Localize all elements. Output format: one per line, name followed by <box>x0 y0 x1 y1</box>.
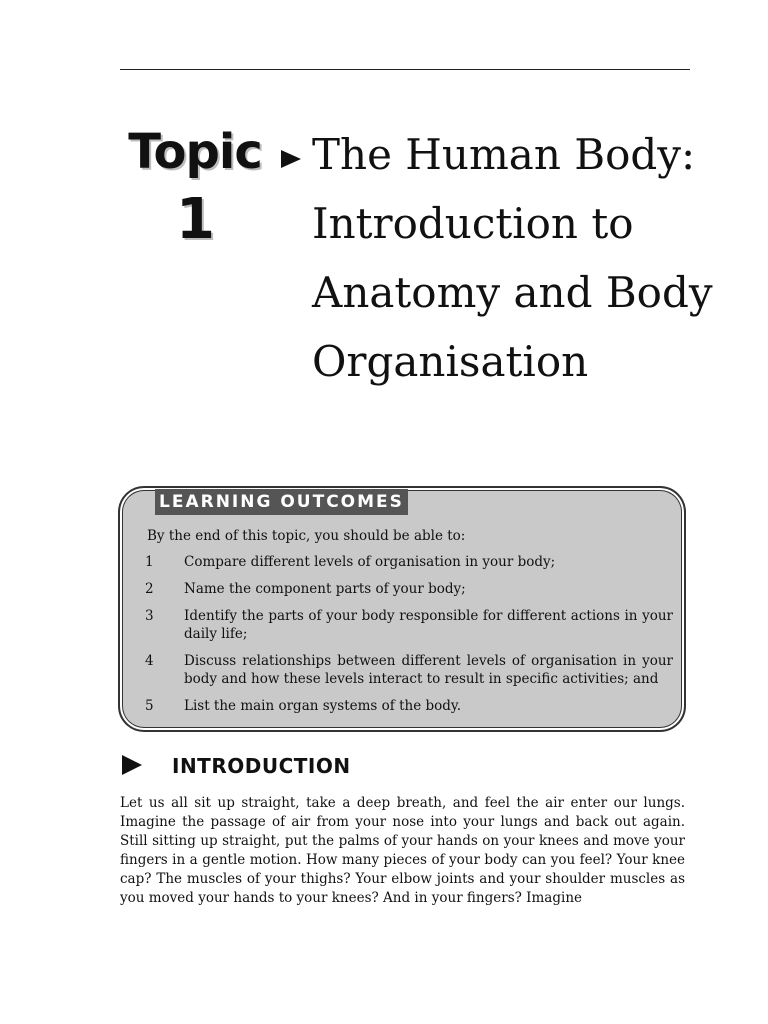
outcome-item <box>145 580 673 598</box>
outcome-text: Compare different levels of organisation in your body; <box>184 554 556 570</box>
outcome-number: 4 <box>145 653 154 669</box>
outcome-item <box>145 652 673 688</box>
learning-outcomes-heading: LEARNING OUTCOMES <box>155 489 408 515</box>
learning-outcomes-intro: By the end of this topic, you should be able to: <box>147 528 466 544</box>
introduction-heading: INTRODUCTION <box>172 754 351 778</box>
outcome-text: Discuss relationships between different levels of organisation in your body and how these levels interact to result in specific activities; and <box>184 653 673 687</box>
outcome-number: 1 <box>145 554 154 570</box>
topic-word: Topic <box>128 124 262 180</box>
introduction-paragraph: Let us all sit up straight, take a deep breath, and feel the air enter our lungs. Imagine the passage of air from your nose into your lungs and back out again. Still sitting up straight, put the palms of your hands on your knees and move your fingers in a gentle motion. How many pieces of your body can you feel? Your knee cap? The muscles of your thighs? Your elbow joints and your shoulder muscles as you moved your hands to your knees? And in your fingers? Imagine <box>120 795 685 906</box>
learning-outcomes-list <box>145 553 673 715</box>
outcome-text: Name the component parts of your body; <box>184 581 466 597</box>
topic-arrow-icon <box>281 150 301 168</box>
topic-number: 1 <box>176 187 214 252</box>
outcome-item <box>145 553 673 571</box>
outcome-text: Identify the parts of your body responsible for different actions in your daily life; <box>184 608 673 642</box>
outcome-item <box>145 607 673 643</box>
outcome-text: List the main organ systems of the body. <box>184 698 462 714</box>
header-rule <box>120 69 690 70</box>
outcome-number: 5 <box>145 698 154 714</box>
outcome-number: 3 <box>145 608 154 624</box>
topic-label <box>120 122 270 250</box>
section-arrow-icon <box>122 755 142 775</box>
outcome-number: 2 <box>145 581 154 597</box>
page-title: The Human Body: Introduction to Anatomy and Body Organisation <box>312 130 713 386</box>
outcome-item <box>145 697 673 715</box>
